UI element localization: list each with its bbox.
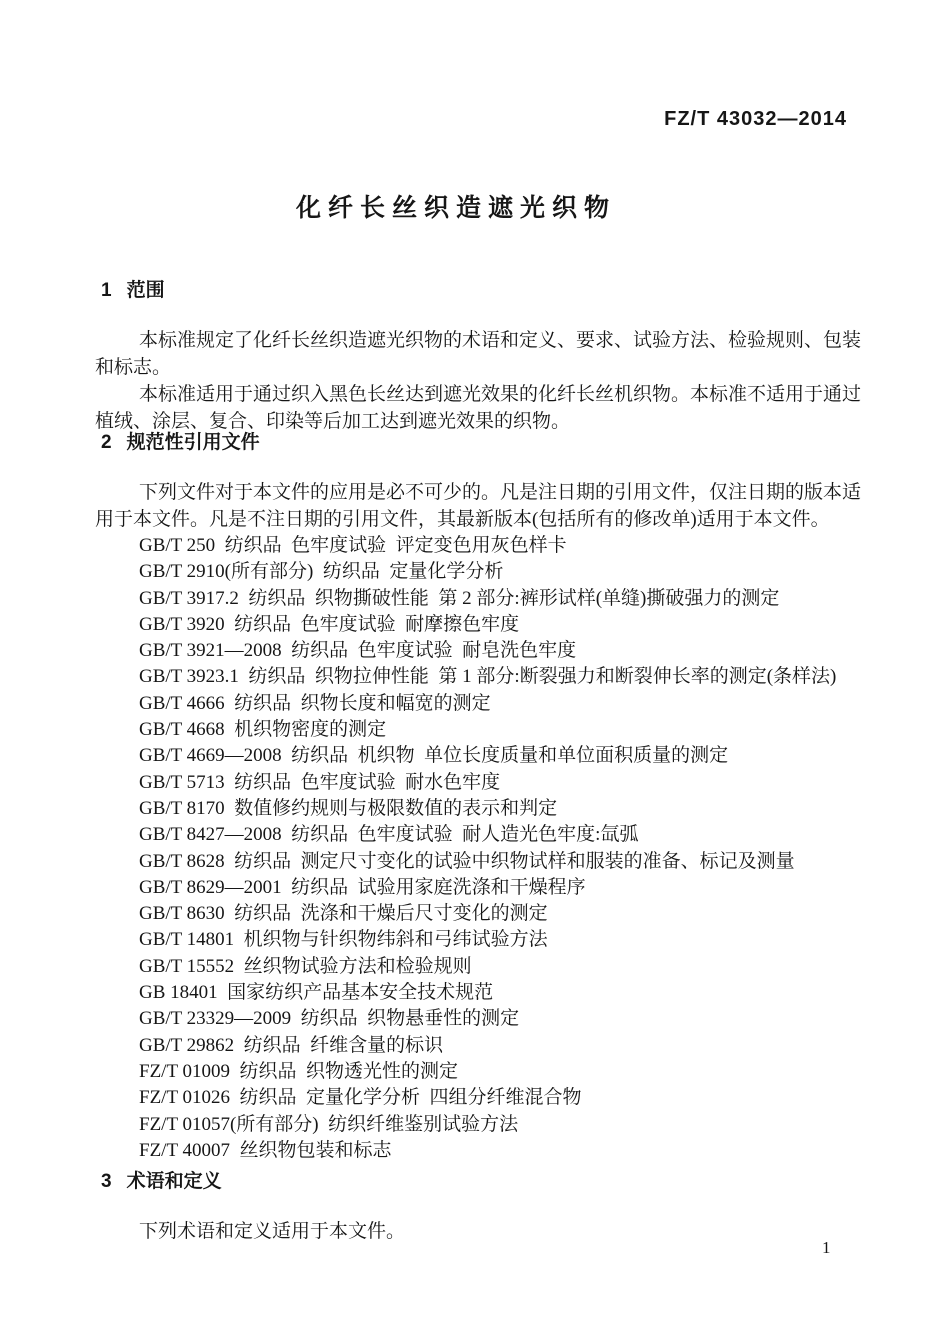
reference-item: FZ/T 01026 纺织品 定量化学分析 四组分纤维混合物 — [139, 1087, 582, 1109]
section-heading — [95, 1172, 861, 1192]
reference-item: GB/T 14801 机织物与针织物纬斜和弓纬试验方法 — [139, 929, 548, 951]
section-number: 2 — [101, 432, 112, 453]
page-number: 1 — [822, 1238, 831, 1257]
reference-item: GB/T 8628 纺织品 测定尺寸变化的试验中织物试样和服装的准备、标记及测量 — [139, 850, 795, 872]
section-paragraphs — [95, 479, 861, 533]
reference-item: GB/T 8170 数值修约规则与极限数值的表示和判定 — [139, 797, 558, 819]
reference-item: GB/T 5713 纺织品 色牢度试验 耐水色牢度 — [139, 771, 501, 793]
reference-item: GB/T 3923.1 纺织品 织物拉伸性能 第 1 部分:断裂强力和断裂伸长率的测定(条样法) — [139, 666, 837, 688]
reference-item: FZ/T 40007 丝织物包装和标志 — [139, 1139, 392, 1161]
section-terms-and-definitions — [95, 1172, 861, 1245]
reference-item: GB/T 2910(所有部分) 纺织品 定量化学分析 — [139, 561, 504, 583]
section-heading-text: 规范性引用文件 — [126, 432, 260, 453]
paragraph: 本标准规定了化纤长丝织造遮光织物的术语和定义、要求、试验方法、检验规则、包装和标志。 — [95, 330, 862, 378]
reference-item: GB/T 3920 纺织品 色牢度试验 耐摩擦色牢度 — [139, 613, 520, 635]
reference-item: FZ/T 01009 纺织品 织物透光性的测定 — [139, 1060, 458, 1082]
section-number: 1 — [101, 280, 112, 301]
reference-item: GB/T 8630 纺织品 洗涤和干燥后尺寸变化的测定 — [139, 903, 548, 925]
reference-item: GB/T 250 纺织品 色牢度试验 评定变色用灰色样卡 — [139, 535, 567, 556]
section-heading-text: 范围 — [126, 280, 165, 301]
document-title: 化纤长丝织造遮光织物 — [295, 194, 616, 222]
standard-code-header: FZ/T 43032—2014 — [664, 108, 847, 130]
paragraph: 下列术语和定义适用于本文件。 — [139, 1221, 406, 1242]
reference-list — [95, 533, 861, 1164]
reference-item: GB/T 15552 丝织物试验方法和检验规则 — [139, 955, 472, 977]
section-paragraphs — [95, 327, 861, 435]
paragraph: 本标准适用于通过织入黑色长丝达到遮光效果的化纤长丝机织物。本标准不适用于通过植绒、涂层、复合、印染等后加工达到遮光效果的织物。 — [95, 384, 862, 432]
reference-item: GB/T 4666 纺织品 织物长度和幅宽的测定 — [139, 692, 491, 714]
reference-item: GB/T 3921—2008 纺织品 色牢度试验 耐皂洗色牢度 — [139, 640, 577, 662]
section-paragraphs — [95, 1218, 861, 1245]
section-heading — [95, 433, 861, 453]
paragraph: 下列文件对于本文件的应用是必不可少的。凡是注日期的引用文件，仅注日期的版本适用于本文件。凡是不注日期的引用文件，其最新版本(包括所有的修改单)适用于本文件。 — [95, 482, 862, 530]
reference-item: GB 18401 国家纺织产品基本安全技术规范 — [139, 982, 494, 1004]
reference-item: GB/T 29862 纺织品 纤维含量的标识 — [139, 1034, 444, 1056]
section-heading — [95, 281, 861, 301]
reference-item: GB/T 4669—2008 纺织品 机织物 单位长度质量和单位面积质量的测定 — [139, 745, 729, 767]
reference-item: GB/T 8629—2001 纺织品 试验用家庭洗涤和干燥程序 — [139, 876, 586, 898]
reference-item: GB/T 3917.2 纺织品 织物撕破性能 第 2 部分:裤形试样(单缝)撕破强力的测定 — [139, 587, 780, 609]
reference-item: GB/T 8427—2008 纺织品 色牢度试验 耐人造光色牢度:氙弧 — [139, 824, 639, 846]
section-heading-text: 术语和定义 — [126, 1171, 222, 1192]
section-normative-references — [95, 433, 861, 1164]
section-number: 3 — [101, 1171, 112, 1192]
reference-item: FZ/T 01057(所有部分) 纺织纤维鉴别试验方法 — [139, 1113, 519, 1135]
section-scope — [95, 281, 861, 435]
reference-item: GB/T 4668 机织物密度的测定 — [139, 719, 387, 741]
reference-item: GB/T 23329—2009 纺织品 织物悬垂性的测定 — [139, 1008, 520, 1030]
